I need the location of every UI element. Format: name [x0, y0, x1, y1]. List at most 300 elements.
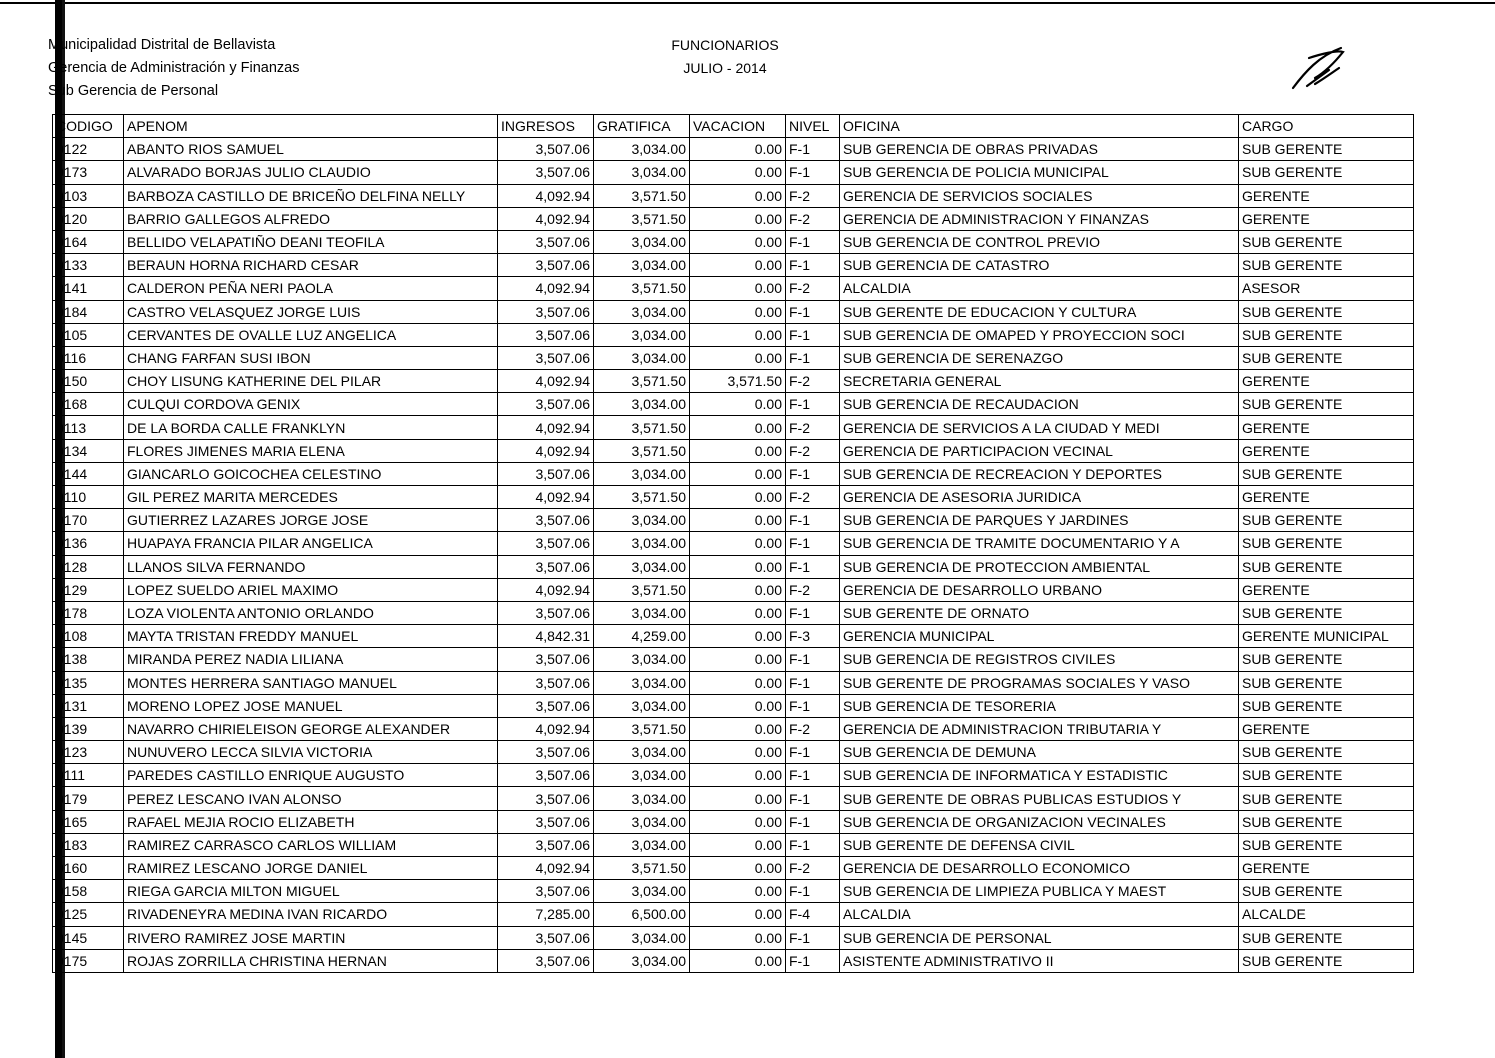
- scan-top-border: [0, 2, 1495, 4]
- cell-apenom: MONTES HERRERA SANTIAGO MANUEL: [124, 671, 498, 694]
- cell-apenom: ABANTO RIOS SAMUEL: [124, 138, 498, 161]
- col-header-oficina: OFICINA: [840, 115, 1239, 138]
- table-row: [53, 254, 1414, 277]
- cell-gratifica: 3,034.00: [594, 741, 690, 764]
- col-header-codigo: CODIGO: [53, 115, 124, 138]
- cell-oficina: SUB GERENCIA DE INFORMATICA Y ESTADISTIC: [840, 764, 1239, 787]
- cell-oficina: SUB GERENTE DE OBRAS PUBLICAS ESTUDIOS Y: [840, 787, 1239, 810]
- cell-gratifica: 3,034.00: [594, 601, 690, 624]
- cell-cargo: SUB GERENTE: [1239, 648, 1414, 671]
- table-row: [53, 323, 1414, 346]
- cell-cargo: GERENTE: [1239, 717, 1414, 740]
- cell-ingresos: 3,507.06: [498, 532, 594, 555]
- cell-ingresos: 3,507.06: [498, 393, 594, 416]
- table-row: [53, 138, 1414, 161]
- cell-apenom: GIANCARLO GOICOCHEA CELESTINO: [124, 462, 498, 485]
- cell-codigo: 0120: [53, 207, 124, 230]
- cell-codigo: 0138: [53, 648, 124, 671]
- table-row: [53, 949, 1414, 972]
- cell-vacacion: 0.00: [690, 810, 786, 833]
- cell-nivel: F-1: [786, 880, 840, 903]
- table-row: [53, 625, 1414, 648]
- cell-codigo: 0160: [53, 857, 124, 880]
- cell-codigo: 0173: [53, 161, 124, 184]
- cell-apenom: HUAPAYA FRANCIA PILAR ANGELICA: [124, 532, 498, 555]
- cell-oficina: SUB GERENCIA DE PERSONAL: [840, 926, 1239, 949]
- table-row: [53, 300, 1414, 323]
- cell-nivel: F-1: [786, 346, 840, 369]
- cell-oficina: SUB GERENCIA DE OMAPED Y PROYECCION SOCI: [840, 323, 1239, 346]
- doc-period: JULIO - 2014: [683, 60, 767, 76]
- cell-apenom: GUTIERREZ LAZARES JORGE JOSE: [124, 509, 498, 532]
- cell-oficina: SUB GERENCIA DE CATASTRO: [840, 254, 1239, 277]
- cell-apenom: CULQUI CORDOVA GENIX: [124, 393, 498, 416]
- cell-nivel: F-2: [786, 439, 840, 462]
- cell-apenom: CHOY LISUNG KATHERINE DEL PILAR: [124, 370, 498, 393]
- cell-gratifica: 3,571.50: [594, 184, 690, 207]
- cell-gratifica: 3,034.00: [594, 532, 690, 555]
- cell-cargo: SUB GERENTE: [1239, 810, 1414, 833]
- col-header-apenom: APENOM: [124, 115, 498, 138]
- cell-nivel: F-1: [786, 741, 840, 764]
- cell-gratifica: 3,034.00: [594, 509, 690, 532]
- cell-ingresos: 3,507.06: [498, 648, 594, 671]
- table-row: [53, 648, 1414, 671]
- cell-codigo: 0113: [53, 416, 124, 439]
- cell-codigo: 0179: [53, 787, 124, 810]
- table-row: [53, 741, 1414, 764]
- cell-oficina: ALCALDIA: [840, 277, 1239, 300]
- cell-gratifica: 3,034.00: [594, 949, 690, 972]
- cell-codigo: 0134: [53, 439, 124, 462]
- cell-oficina: SUB GERENTE DE EDUCACION Y CULTURA: [840, 300, 1239, 323]
- cell-vacacion: 0.00: [690, 532, 786, 555]
- table-row: [53, 833, 1414, 856]
- table-row: [53, 161, 1414, 184]
- cell-oficina: GERENCIA DE DESARROLLO ECONOMICO: [840, 857, 1239, 880]
- cell-nivel: F-1: [786, 648, 840, 671]
- cell-ingresos: 4,842.31: [498, 625, 594, 648]
- cell-apenom: CHANG FARFAN SUSI IBON: [124, 346, 498, 369]
- cell-apenom: GIL PEREZ MARITA MERCEDES: [124, 486, 498, 509]
- doc-title-block: [640, 34, 810, 80]
- cell-codigo: 0108: [53, 625, 124, 648]
- cell-oficina: ASISTENTE ADMINISTRATIVO II: [840, 949, 1239, 972]
- cell-vacacion: 0.00: [690, 741, 786, 764]
- table-row: [53, 277, 1414, 300]
- cell-oficina: GERENCIA DE ASESORIA JURIDICA: [840, 486, 1239, 509]
- cell-gratifica: 3,034.00: [594, 671, 690, 694]
- cell-vacacion: 0.00: [690, 648, 786, 671]
- cell-gratifica: 3,571.50: [594, 717, 690, 740]
- cell-ingresos: 3,507.06: [498, 230, 594, 253]
- cell-vacacion: 0.00: [690, 323, 786, 346]
- org-header: [48, 34, 299, 103]
- cell-cargo: SUB GERENTE: [1239, 949, 1414, 972]
- org-subdepartment: Sub Gerencia de Personal: [48, 83, 219, 99]
- cell-apenom: BELLIDO VELAPATIÑO DEANI TEOFILA: [124, 230, 498, 253]
- cell-vacacion: 0.00: [690, 601, 786, 624]
- cell-gratifica: 3,034.00: [594, 161, 690, 184]
- cell-vacacion: 0.00: [690, 161, 786, 184]
- cell-vacacion: 0.00: [690, 184, 786, 207]
- cell-ingresos: 3,507.06: [498, 833, 594, 856]
- cell-ingresos: 4,092.94: [498, 578, 594, 601]
- cell-ingresos: 3,507.06: [498, 949, 594, 972]
- cell-apenom: CASTRO VELASQUEZ JORGE LUIS: [124, 300, 498, 323]
- cell-oficina: SUB GERENTE DE DEFENSA CIVIL: [840, 833, 1239, 856]
- cell-gratifica: 3,034.00: [594, 462, 690, 485]
- cell-gratifica: 3,034.00: [594, 323, 690, 346]
- cell-nivel: F-2: [786, 184, 840, 207]
- cell-nivel: F-2: [786, 370, 840, 393]
- cell-cargo: SUB GERENTE: [1239, 254, 1414, 277]
- cell-ingresos: 4,092.94: [498, 207, 594, 230]
- cell-gratifica: 3,571.50: [594, 416, 690, 439]
- cell-vacacion: 0.00: [690, 346, 786, 369]
- cell-vacacion: 0.00: [690, 625, 786, 648]
- cell-vacacion: 0.00: [690, 138, 786, 161]
- cell-oficina: ALCALDIA: [840, 903, 1239, 926]
- cell-gratifica: 3,034.00: [594, 393, 690, 416]
- cell-apenom: LOPEZ SUELDO ARIEL MAXIMO: [124, 578, 498, 601]
- cell-ingresos: 4,092.94: [498, 370, 594, 393]
- cell-nivel: F-4: [786, 903, 840, 926]
- table-row: [53, 764, 1414, 787]
- cell-codigo: 0111: [53, 764, 124, 787]
- cell-gratifica: 3,034.00: [594, 138, 690, 161]
- cell-vacacion: 0.00: [690, 230, 786, 253]
- cell-cargo: SUB GERENTE: [1239, 694, 1414, 717]
- cell-cargo: GERENTE MUNICIPAL: [1239, 625, 1414, 648]
- cell-codigo: 0122: [53, 138, 124, 161]
- cell-cargo: SUB GERENTE: [1239, 764, 1414, 787]
- col-header-cargo: CARGO: [1239, 115, 1414, 138]
- cell-apenom: RIVADENEYRA MEDINA IVAN RICARDO: [124, 903, 498, 926]
- cell-vacacion: 0.00: [690, 439, 786, 462]
- cell-ingresos: 3,507.06: [498, 254, 594, 277]
- cell-codigo: 0123: [53, 741, 124, 764]
- cell-nivel: F-1: [786, 926, 840, 949]
- cell-codigo: 0175: [53, 949, 124, 972]
- table-header-row: [53, 115, 1414, 138]
- cell-vacacion: 0.00: [690, 486, 786, 509]
- table-row: [53, 370, 1414, 393]
- cell-codigo: 0184: [53, 300, 124, 323]
- cell-apenom: BARRIO GALLEGOS ALFREDO: [124, 207, 498, 230]
- cell-vacacion: 0.00: [690, 300, 786, 323]
- table-row: [53, 346, 1414, 369]
- cell-codigo: 0158: [53, 880, 124, 903]
- cell-ingresos: 3,507.06: [498, 601, 594, 624]
- cell-codigo: 0183: [53, 833, 124, 856]
- cell-cargo: SUB GERENTE: [1239, 138, 1414, 161]
- cell-oficina: GERENCIA DE DESARROLLO URBANO: [840, 578, 1239, 601]
- cell-oficina: GERENCIA DE PARTICIPACION VECINAL: [840, 439, 1239, 462]
- cell-cargo: ASESOR: [1239, 277, 1414, 300]
- org-department: Gerencia de Administración y Finanzas: [48, 60, 300, 76]
- cell-cargo: GERENTE: [1239, 857, 1414, 880]
- cell-cargo: GERENTE: [1239, 486, 1414, 509]
- cell-apenom: RIVERO RAMIREZ JOSE MARTIN: [124, 926, 498, 949]
- cell-ingresos: 3,507.06: [498, 764, 594, 787]
- cell-apenom: ROJAS ZORRILLA CHRISTINA HERNAN: [124, 949, 498, 972]
- cell-apenom: NUNUVERO LECCA SILVIA VICTORIA: [124, 741, 498, 764]
- cell-oficina: SUB GERENCIA DE TESORERIA: [840, 694, 1239, 717]
- cell-codigo: 0128: [53, 555, 124, 578]
- cell-vacacion: 0.00: [690, 694, 786, 717]
- cell-vacacion: 0.00: [690, 880, 786, 903]
- staff-table: [52, 114, 1414, 973]
- cell-ingresos: 3,507.06: [498, 741, 594, 764]
- cell-oficina: SUB GERENCIA DE TRAMITE DOCUMENTARIO Y A: [840, 532, 1239, 555]
- cell-nivel: F-1: [786, 254, 840, 277]
- doc-title: FUNCIONARIOS: [671, 37, 779, 53]
- cell-cargo: GERENTE: [1239, 578, 1414, 601]
- cell-cargo: SUB GERENTE: [1239, 230, 1414, 253]
- cell-apenom: NAVARRO CHIRIELEISON GEORGE ALEXANDER: [124, 717, 498, 740]
- cell-nivel: F-1: [786, 764, 840, 787]
- cell-oficina: SUB GERENCIA DE REGISTROS CIVILES: [840, 648, 1239, 671]
- cell-gratifica: 4,259.00: [594, 625, 690, 648]
- cell-oficina: SUB GERENTE DE PROGRAMAS SOCIALES Y VASO: [840, 671, 1239, 694]
- cell-nivel: F-1: [786, 671, 840, 694]
- cell-gratifica: 3,034.00: [594, 230, 690, 253]
- cell-nivel: F-1: [786, 949, 840, 972]
- cell-nivel: F-1: [786, 810, 840, 833]
- cell-apenom: CALDERON PEÑA NERI PAOLA: [124, 277, 498, 300]
- cell-vacacion: 0.00: [690, 787, 786, 810]
- cell-ingresos: 4,092.94: [498, 416, 594, 439]
- cell-cargo: SUB GERENTE: [1239, 926, 1414, 949]
- cell-codigo: 0110: [53, 486, 124, 509]
- cell-codigo: 0105: [53, 323, 124, 346]
- cell-cargo: SUB GERENTE: [1239, 300, 1414, 323]
- cell-oficina: SUB GERENCIA DE RECREACION Y DEPORTES: [840, 462, 1239, 485]
- cell-ingresos: 3,507.06: [498, 926, 594, 949]
- table-row: [53, 717, 1414, 740]
- cell-nivel: F-2: [786, 857, 840, 880]
- cell-cargo: SUB GERENTE: [1239, 555, 1414, 578]
- cell-oficina: SUB GERENCIA DE POLICIA MUNICIPAL: [840, 161, 1239, 184]
- cell-nivel: F-1: [786, 601, 840, 624]
- table-body: [53, 138, 1414, 973]
- cell-ingresos: 4,092.94: [498, 439, 594, 462]
- cell-apenom: ALVARADO BORJAS JULIO CLAUDIO: [124, 161, 498, 184]
- cell-nivel: F-1: [786, 555, 840, 578]
- cell-nivel: F-1: [786, 462, 840, 485]
- cell-ingresos: 3,507.06: [498, 509, 594, 532]
- cell-vacacion: 0.00: [690, 509, 786, 532]
- cell-vacacion: 0.00: [690, 764, 786, 787]
- cell-gratifica: 3,034.00: [594, 787, 690, 810]
- cell-codigo: 0125: [53, 903, 124, 926]
- cell-oficina: GERENCIA DE SERVICIOS SOCIALES: [840, 184, 1239, 207]
- cell-gratifica: 3,034.00: [594, 254, 690, 277]
- cell-ingresos: 3,507.06: [498, 161, 594, 184]
- cell-nivel: F-1: [786, 509, 840, 532]
- cell-oficina: SUB GERENCIA DE ORGANIZACION VECINALES: [840, 810, 1239, 833]
- cell-vacacion: 0.00: [690, 671, 786, 694]
- cell-apenom: PAREDES CASTILLO ENRIQUE AUGUSTO: [124, 764, 498, 787]
- table-row: [53, 393, 1414, 416]
- cell-cargo: SUB GERENTE: [1239, 833, 1414, 856]
- cell-cargo: SUB GERENTE: [1239, 323, 1414, 346]
- table-row: [53, 207, 1414, 230]
- cell-ingresos: 3,507.06: [498, 694, 594, 717]
- cell-nivel: F-2: [786, 717, 840, 740]
- cell-apenom: RIEGA GARCIA MILTON MIGUEL: [124, 880, 498, 903]
- cell-ingresos: 3,507.06: [498, 300, 594, 323]
- cell-vacacion: 0.00: [690, 393, 786, 416]
- cell-apenom: RAMIREZ LESCANO JORGE DANIEL: [124, 857, 498, 880]
- cell-codigo: 0178: [53, 601, 124, 624]
- cell-nivel: F-1: [786, 323, 840, 346]
- cell-oficina: SUB GERENCIA DE OBRAS PRIVADAS: [840, 138, 1239, 161]
- cell-oficina: SUB GERENCIA DE PARQUES Y JARDINES: [840, 509, 1239, 532]
- cell-cargo: SUB GERENTE: [1239, 601, 1414, 624]
- cell-gratifica: 3,034.00: [594, 926, 690, 949]
- cell-codigo: 0145: [53, 926, 124, 949]
- cell-gratifica: 3,034.00: [594, 346, 690, 369]
- cell-oficina: GERENCIA DE ADMINISTRACION Y FINANZAS: [840, 207, 1239, 230]
- cell-gratifica: 3,034.00: [594, 300, 690, 323]
- cell-vacacion: 0.00: [690, 833, 786, 856]
- table-row: [53, 439, 1414, 462]
- table-row: [53, 787, 1414, 810]
- col-header-ingresos: INGRESOS: [498, 115, 594, 138]
- cell-codigo: 0129: [53, 578, 124, 601]
- cell-gratifica: 6,500.00: [594, 903, 690, 926]
- cell-vacacion: 0.00: [690, 207, 786, 230]
- cell-oficina: SUB GERENCIA DE DEMUNA: [840, 741, 1239, 764]
- cell-gratifica: 3,571.50: [594, 439, 690, 462]
- cell-gratifica: 3,034.00: [594, 880, 690, 903]
- cell-oficina: SUB GERENCIA DE LIMPIEZA PUBLICA Y MAEST: [840, 880, 1239, 903]
- cell-codigo: 0133: [53, 254, 124, 277]
- cell-codigo: 0103: [53, 184, 124, 207]
- cell-vacacion: 0.00: [690, 254, 786, 277]
- cell-apenom: PEREZ LESCANO IVAN ALONSO: [124, 787, 498, 810]
- col-header-gratifica: GRATIFICA: [594, 115, 690, 138]
- cell-codigo: 0168: [53, 393, 124, 416]
- cell-nivel: F-1: [786, 300, 840, 323]
- table-row: [53, 857, 1414, 880]
- cell-ingresos: 3,507.06: [498, 671, 594, 694]
- cell-oficina: SUB GERENCIA DE CONTROL PREVIO: [840, 230, 1239, 253]
- cell-vacacion: 0.00: [690, 717, 786, 740]
- cell-cargo: SUB GERENTE: [1239, 161, 1414, 184]
- cell-gratifica: 3,571.50: [594, 578, 690, 601]
- cell-ingresos: 7,285.00: [498, 903, 594, 926]
- cell-nivel: F-2: [786, 578, 840, 601]
- cell-cargo: SUB GERENTE: [1239, 880, 1414, 903]
- cell-ingresos: 4,092.94: [498, 184, 594, 207]
- cell-apenom: BERAUN HORNA RICHARD CESAR: [124, 254, 498, 277]
- cell-nivel: F-1: [786, 833, 840, 856]
- cell-codigo: 0150: [53, 370, 124, 393]
- cell-ingresos: 3,507.06: [498, 138, 594, 161]
- cell-ingresos: 3,507.06: [498, 555, 594, 578]
- cell-nivel: F-1: [786, 393, 840, 416]
- cell-nivel: F-1: [786, 532, 840, 555]
- staff-table-wrapper: [52, 114, 1414, 973]
- cell-ingresos: 3,507.06: [498, 810, 594, 833]
- cell-nivel: F-2: [786, 277, 840, 300]
- table-row: [53, 694, 1414, 717]
- cell-gratifica: 3,034.00: [594, 694, 690, 717]
- cell-vacacion: 0.00: [690, 277, 786, 300]
- cell-apenom: LLANOS SILVA FERNANDO: [124, 555, 498, 578]
- cell-codigo: 0170: [53, 509, 124, 532]
- cell-gratifica: 3,571.50: [594, 486, 690, 509]
- cell-codigo: 0139: [53, 717, 124, 740]
- cell-cargo: SUB GERENTE: [1239, 787, 1414, 810]
- cell-ingresos: 3,507.06: [498, 462, 594, 485]
- cell-nivel: F-1: [786, 787, 840, 810]
- cell-apenom: MORENO LOPEZ JOSE MANUEL: [124, 694, 498, 717]
- table-row: [53, 486, 1414, 509]
- cell-cargo: SUB GERENTE: [1239, 532, 1414, 555]
- cell-nivel: F-1: [786, 694, 840, 717]
- org-name: Municipalidad Distrital de Bellavista: [48, 37, 276, 53]
- cell-nivel: F-2: [786, 207, 840, 230]
- cell-cargo: SUB GERENTE: [1239, 741, 1414, 764]
- cell-cargo: ALCALDE: [1239, 903, 1414, 926]
- table-row: [53, 671, 1414, 694]
- cell-gratifica: 3,034.00: [594, 764, 690, 787]
- cell-apenom: BARBOZA CASTILLO DE BRICEÑO DELFINA NELLY: [124, 184, 498, 207]
- cell-cargo: SUB GERENTE: [1239, 346, 1414, 369]
- table-row: [53, 555, 1414, 578]
- cell-vacacion: 0.00: [690, 949, 786, 972]
- cell-nivel: F-1: [786, 161, 840, 184]
- cell-ingresos: 3,507.06: [498, 880, 594, 903]
- cell-apenom: MIRANDA PEREZ NADIA LILIANA: [124, 648, 498, 671]
- cell-cargo: GERENTE: [1239, 416, 1414, 439]
- handwritten-signature: [1285, 42, 1355, 94]
- cell-apenom: MAYTA TRISTAN FREDDY MANUEL: [124, 625, 498, 648]
- cell-nivel: F-1: [786, 230, 840, 253]
- cell-codigo: 0136: [53, 532, 124, 555]
- table-row: [53, 903, 1414, 926]
- cell-cargo: GERENTE: [1239, 370, 1414, 393]
- table-row: [53, 416, 1414, 439]
- cell-apenom: CERVANTES DE OVALLE LUZ ANGELICA: [124, 323, 498, 346]
- cell-nivel: F-1: [786, 138, 840, 161]
- cell-cargo: SUB GERENTE: [1239, 393, 1414, 416]
- col-header-vacacion: VACACION: [690, 115, 786, 138]
- cell-gratifica: 3,571.50: [594, 207, 690, 230]
- cell-oficina: SUB GERENCIA DE SERENAZGO: [840, 346, 1239, 369]
- cell-apenom: FLORES JIMENES MARIA ELENA: [124, 439, 498, 462]
- table-row: [53, 810, 1414, 833]
- cell-gratifica: 3,571.50: [594, 370, 690, 393]
- table-row: [53, 601, 1414, 624]
- table-row: [53, 462, 1414, 485]
- cell-oficina: GERENCIA DE SERVICIOS A LA CIUDAD Y MEDI: [840, 416, 1239, 439]
- cell-oficina: GERENCIA DE ADMINISTRACION TRIBUTARIA Y: [840, 717, 1239, 740]
- cell-apenom: RAFAEL MEJIA ROCIO ELIZABETH: [124, 810, 498, 833]
- cell-ingresos: 4,092.94: [498, 857, 594, 880]
- cell-oficina: SUB GERENCIA DE RECAUDACION: [840, 393, 1239, 416]
- cell-codigo: 0165: [53, 810, 124, 833]
- cell-gratifica: 3,571.50: [594, 277, 690, 300]
- cell-gratifica: 3,034.00: [594, 648, 690, 671]
- cell-ingresos: 4,092.94: [498, 486, 594, 509]
- cell-ingresos: 3,507.06: [498, 323, 594, 346]
- cell-oficina: SECRETARIA GENERAL: [840, 370, 1239, 393]
